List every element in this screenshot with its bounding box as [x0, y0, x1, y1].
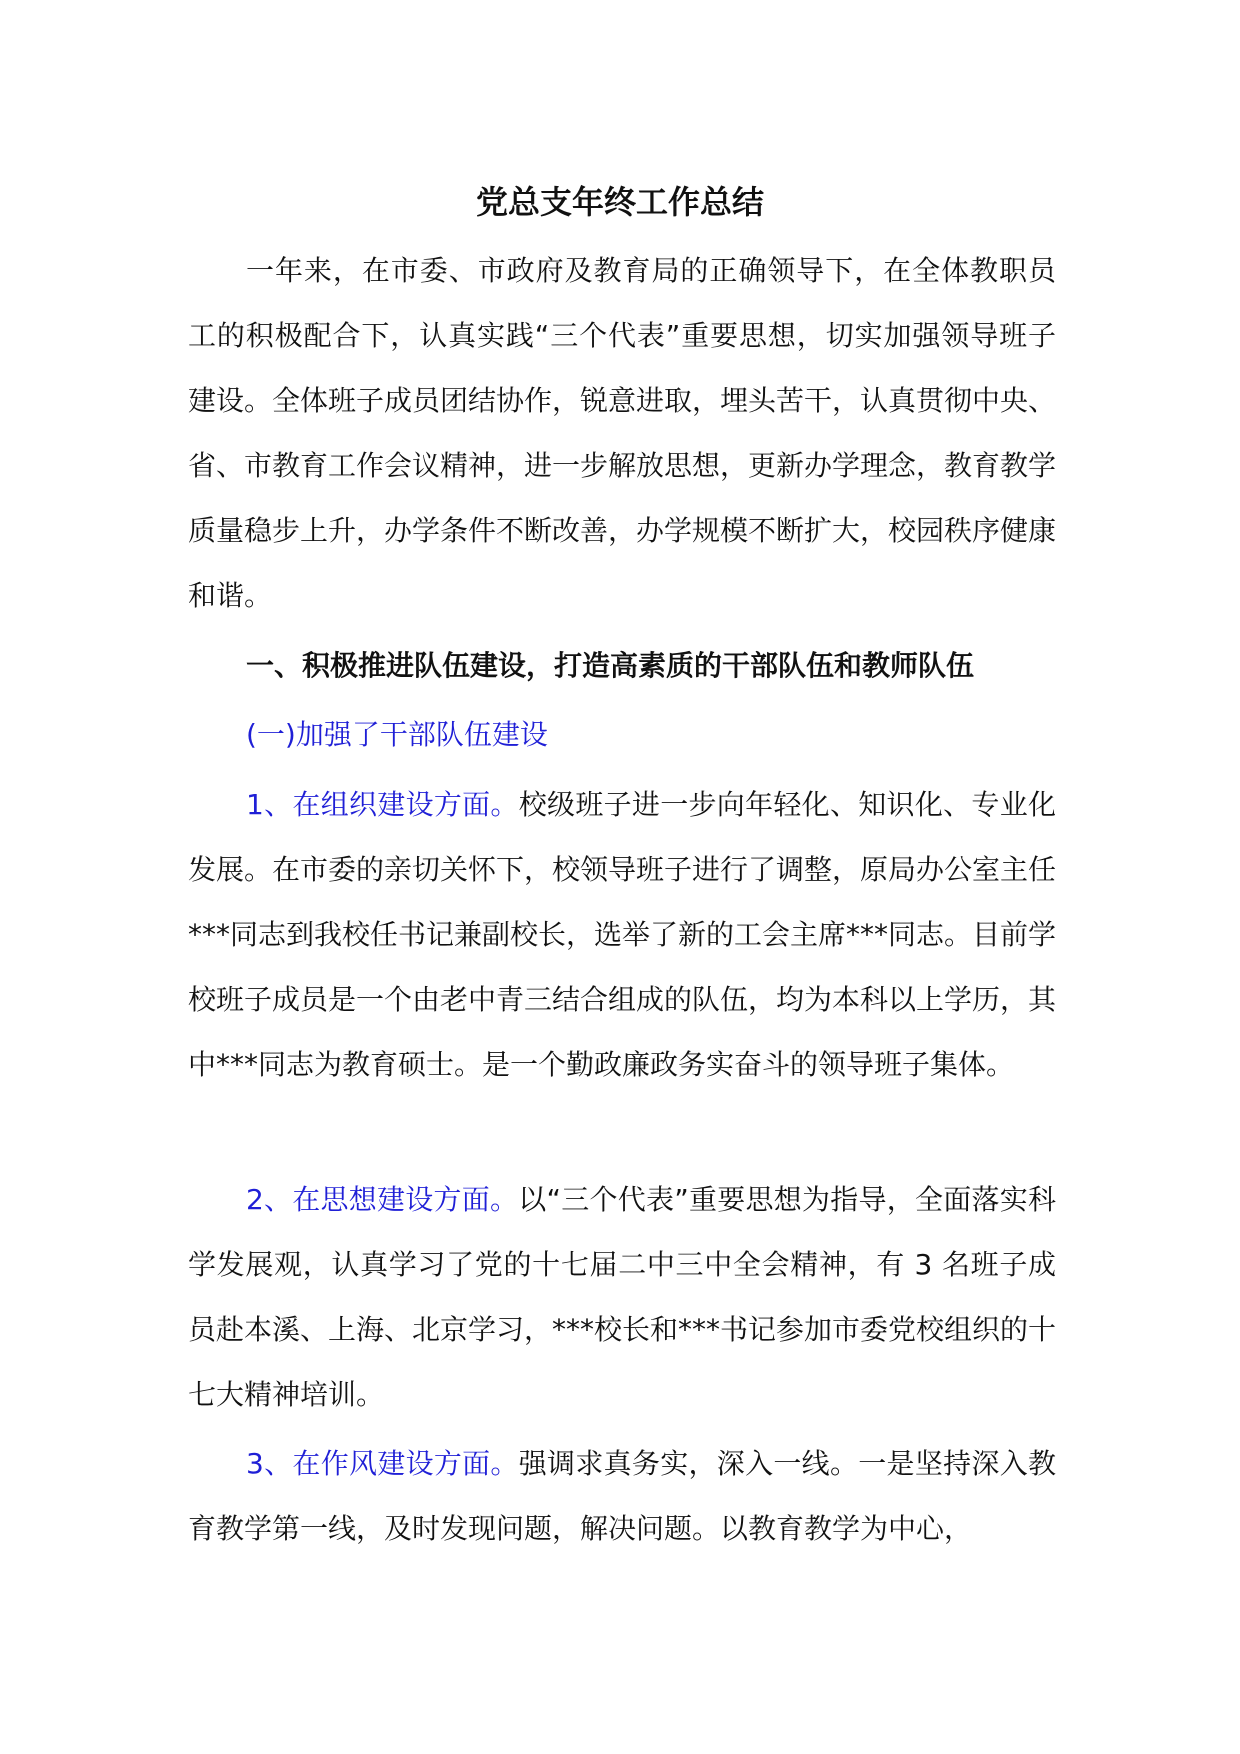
section-heading: 一、积极推进队伍建设，打造高素质的干部队伍和教师队伍 [246, 649, 975, 682]
item-paragraph-ideology [188, 1167, 1056, 1427]
intro-paragraph: 一年来，在市委、市政府及教育局的正确领导下，在全体教职员工的积极配合下，认真实践“三个代表”重要思想，切实加强领导班子建设。全体班子成员团结协作，锐意进取，埋头苦干，认真贯彻中央、省、市教育工作会议精神，进一步解放思想，更新办学理念，教育教学质量稳步上升，办学条件不断改善，办学规模不断扩大，校园秩序健康和谐。 [188, 254, 1057, 612]
document-title: 党总支年终工作总结 [475, 183, 764, 221]
item-text: 强调求真务实，深入一线。一是坚持深入教育教学第一线，及时发现问题，解决问题。以教育教学为中心， [188, 1447, 1056, 1545]
item-paragraph-style [188, 1431, 1056, 1561]
item-text: 校级班子进一步向年轻化、知识化、专业化发展。在市委的亲切关怀下，校领导班子进行了调整，原局办公室主任***同志到我校任书记兼副校长，选举了新的工会主席***同志。目前学校班子成员是一个由老中青三结合组成的队伍，均为本科以上学历，其中***同志为教育硕士。是一个勤政廉政务实奋斗的领导班子集体。 [188, 788, 1057, 1081]
item-lead: 1、在组织建设方面。 [246, 788, 519, 821]
item-lead: 2、在思想建设方面。 [246, 1183, 519, 1216]
item-text: 以“三个代表”重要思想为指导，全面落实科学发展观，认真学习了党的十七届二中三中全会精神，有 3 名班子成员赴本溪、上海、北京学习，***校长和***书记参加市委党校组织的十七大精神培训。 [188, 1183, 1057, 1411]
item-paragraph-organization [188, 772, 1056, 1097]
subsection-heading: (一)加强了干部队伍建设 [246, 718, 548, 751]
item-lead: 3、在作风建设方面。 [246, 1447, 519, 1480]
